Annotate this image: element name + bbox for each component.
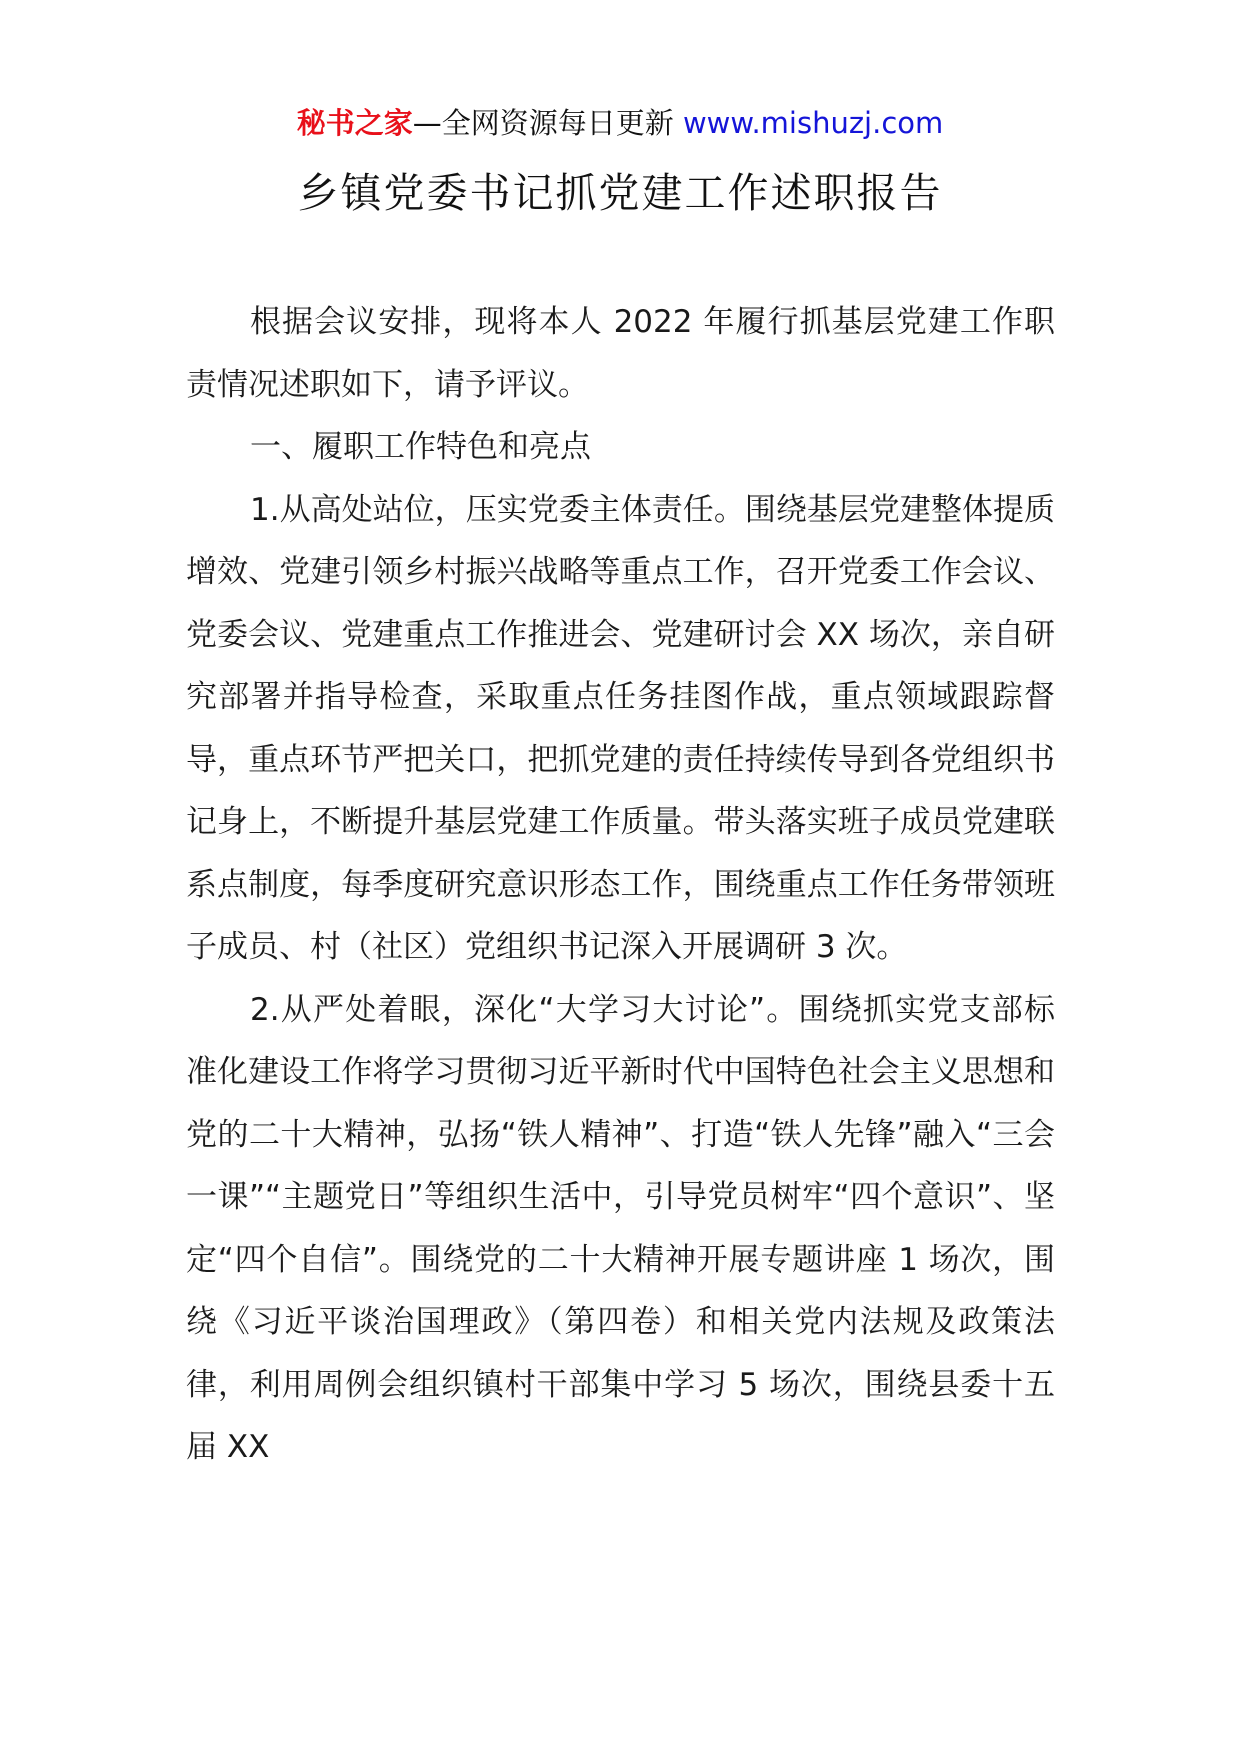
- header-tagline: —全网资源每日更新: [412, 106, 683, 140]
- site-url-link[interactable]: www.mishuzj.com: [682, 106, 944, 140]
- intro-paragraph: 根据会议安排，现将本人 2022 年履行抓基层党建工作职责情况述职如下，请予评议。: [186, 304, 1055, 403]
- section-heading: 一、履职工作特色和亮点: [250, 429, 591, 465]
- body-paragraph: 1.从高处站位，压实党委主体责任。围绕基层党建整体提质增效、党建引领乡村振兴战略等重点工作，召开党委工作会议、党委会议、党建重点工作推进会、党建研讨会 XX 场次，亲自研究部署并指导检查，采取重点任务挂图作战，重点领域跟踪督导，重点环节严把关口，把抓党建的责任持续传导到各党组织书记身上，不断提升基层党建工作质量。带头落实班子成员党建联系点制度，每季度研究意识形态工作，围绕重点工作任务带领班子成员、村（社区）党组织书记深入开展调研 3 次。: [186, 491, 1055, 965]
- site-header: [0, 103, 1240, 143]
- document-body: [186, 291, 1055, 1479]
- body-paragraph: 2.从严处着眼，深化“大学习大讨论”。围绕抓实党支部标准化建设工作将学习贯彻习近平新时代中国特色社会主义思想和党的二十大精神，弘扬“铁人精神”、打造“铁人先锋”融入“三会一课”“主题党日”等组织生活中，引导党员树牢“四个意识”、坚定“四个自信”。围绕党的二十大精神开展专题讲座 1 场次，围绕《习近平谈治国理政》（第四卷）和相关党内法规及政策法律，利用周例会组织镇村干部集中学习 5 场次，围绕县委十五届 XX: [186, 991, 1055, 1465]
- brand-name: 秘书之家: [296, 106, 413, 140]
- document-title: 乡镇党委书记抓党建工作述职报告: [297, 169, 943, 217]
